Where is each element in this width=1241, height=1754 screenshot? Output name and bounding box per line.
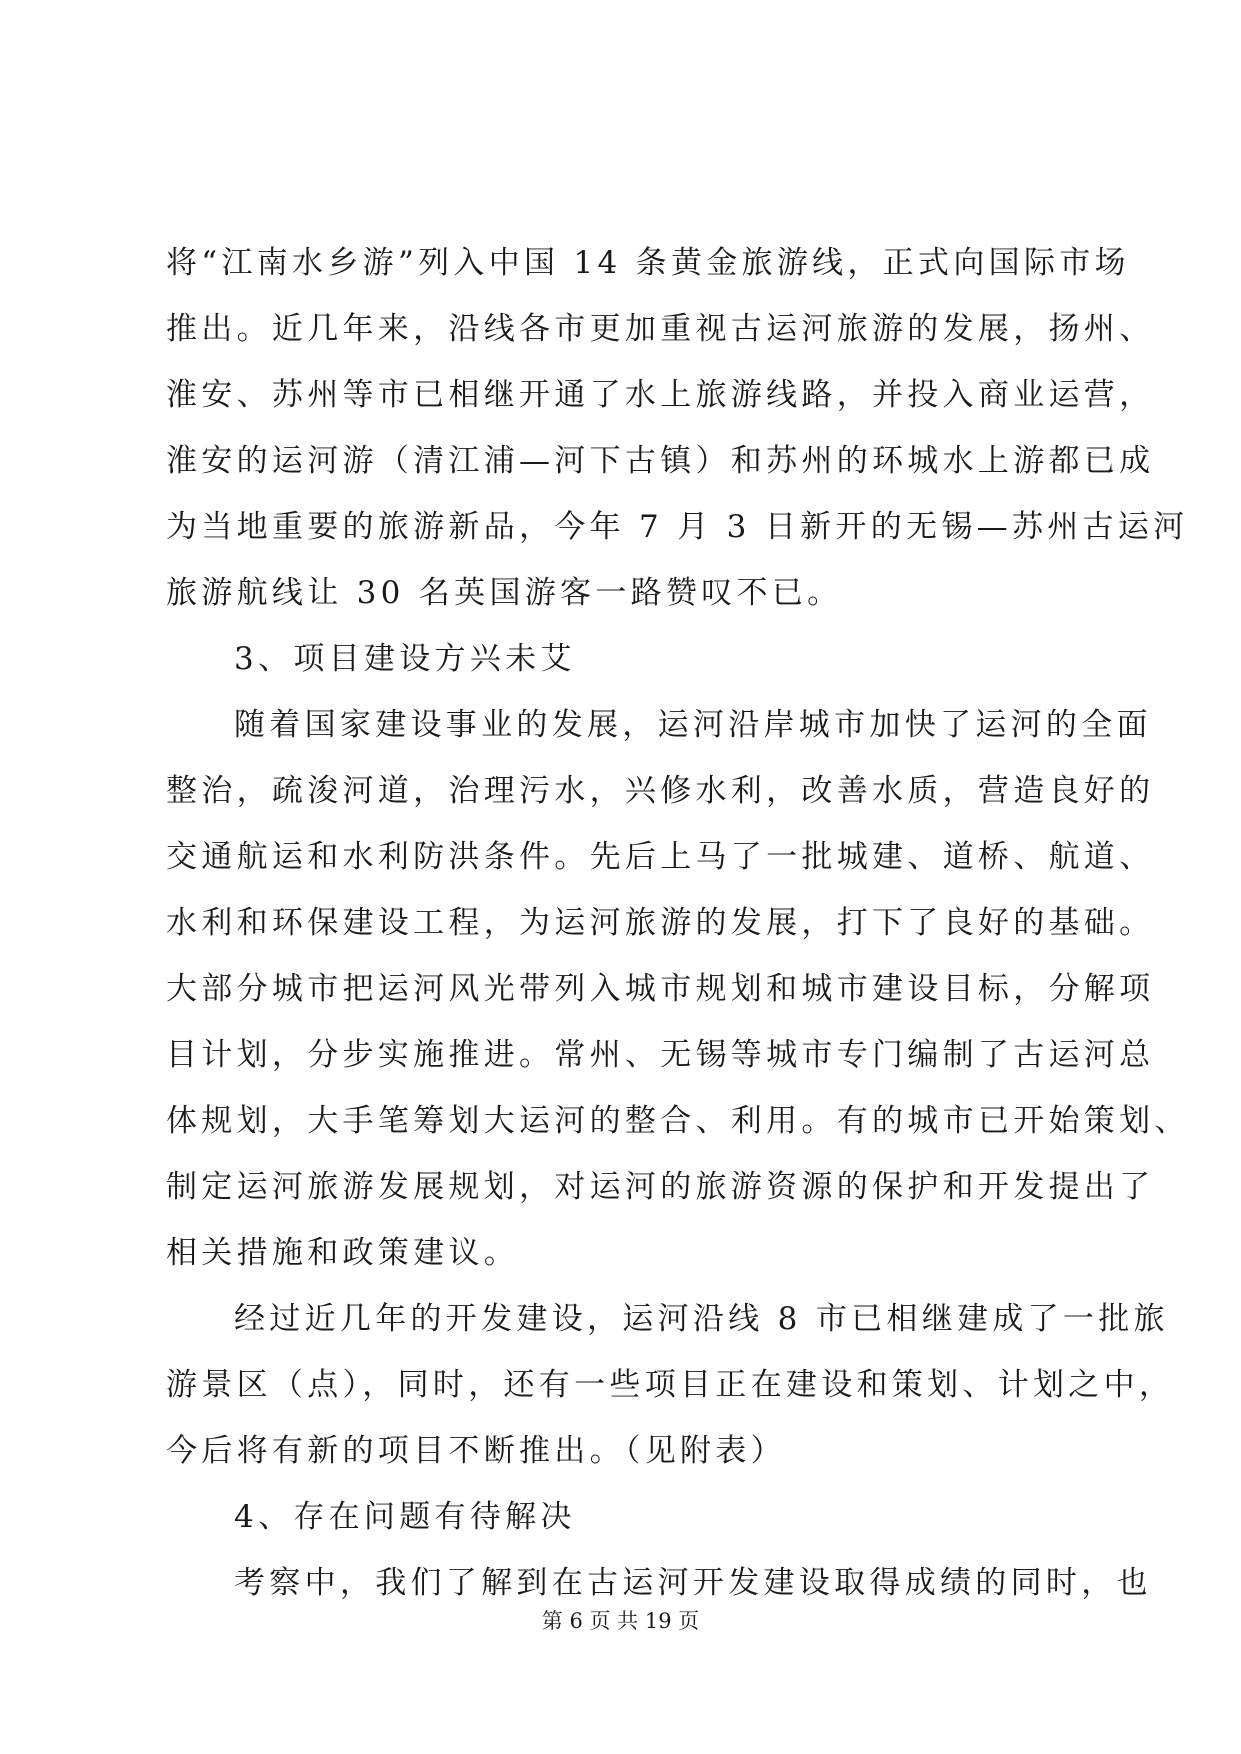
section-heading: 4、存在问题有待解决 — [234, 1499, 576, 1535]
text-line: 经过近几年的开发建设，运河沿线 8 市已相继建成了一批旅 — [234, 1301, 1169, 1337]
text-line: 制定运河旅游发展规划，对运河的旅游资源的保护和开发提出了 — [166, 1169, 1155, 1205]
text-line: 旅游航线让 30 名英国游客一路赞叹不已。 — [166, 575, 843, 611]
text-line: 今后将有新的项目不断推出。（见附表） — [166, 1433, 786, 1469]
text-line: 推出。近几年来，沿线各市更加重视古运河旅游的发展，扬州、 — [166, 311, 1155, 347]
text-line: 目计划，分步实施推进。常州、无锡等城市专门编制了古运河总 — [166, 1037, 1155, 1073]
page-number-footer: 第 6 页 共 19 页 — [541, 1609, 700, 1633]
text-line: 淮安的运河游（清江浦—河下古镇）和苏州的环城水上游都已成 — [166, 443, 1155, 479]
text-line: 整治，疏浚河道，治理污水，兴修水利，改善水质，营造良好的 — [166, 773, 1155, 809]
text-line: 考察中，我们了解到在古运河开发建设取得成绩的同时，也 — [234, 1565, 1152, 1601]
text-line: 水利和环保建设工程，为运河旅游的发展，打下了良好的基础。 — [166, 905, 1155, 941]
text-line: 将“江南水乡游”列入中国 14 条黄金旅游线，正式向国际市场 — [166, 245, 1130, 281]
text-line: 交通航运和水利防洪条件。先后上马了一批城建、道桥、航道、 — [166, 839, 1155, 875]
section-heading: 3、项目建设方兴未艾 — [234, 641, 576, 677]
document-body — [166, 230, 1190, 1616]
text-line: 淮安、苏州等市已相继开通了水上旅游线路，并投入商业运营， — [166, 377, 1155, 413]
text-line: 体规划，大手笔筹划大运河的整合、利用。有的城市已开始策划、 — [166, 1103, 1190, 1139]
text-line: 相关措施和政策建议。 — [166, 1235, 519, 1271]
text-line: 为当地重要的旅游新品，今年 7 月 3 日新开的无锡—苏州古运河 — [166, 509, 1189, 545]
text-line: 大部分城市把运河风光带列入城市规划和城市建设目标，分解项 — [166, 971, 1155, 1007]
text-line: 随着国家建设事业的发展，运河沿岸城市加快了运河的全面 — [234, 707, 1152, 743]
text-line: 游景区（点），同时，还有一些项目正在建设和策划、计划之中， — [166, 1367, 1175, 1403]
